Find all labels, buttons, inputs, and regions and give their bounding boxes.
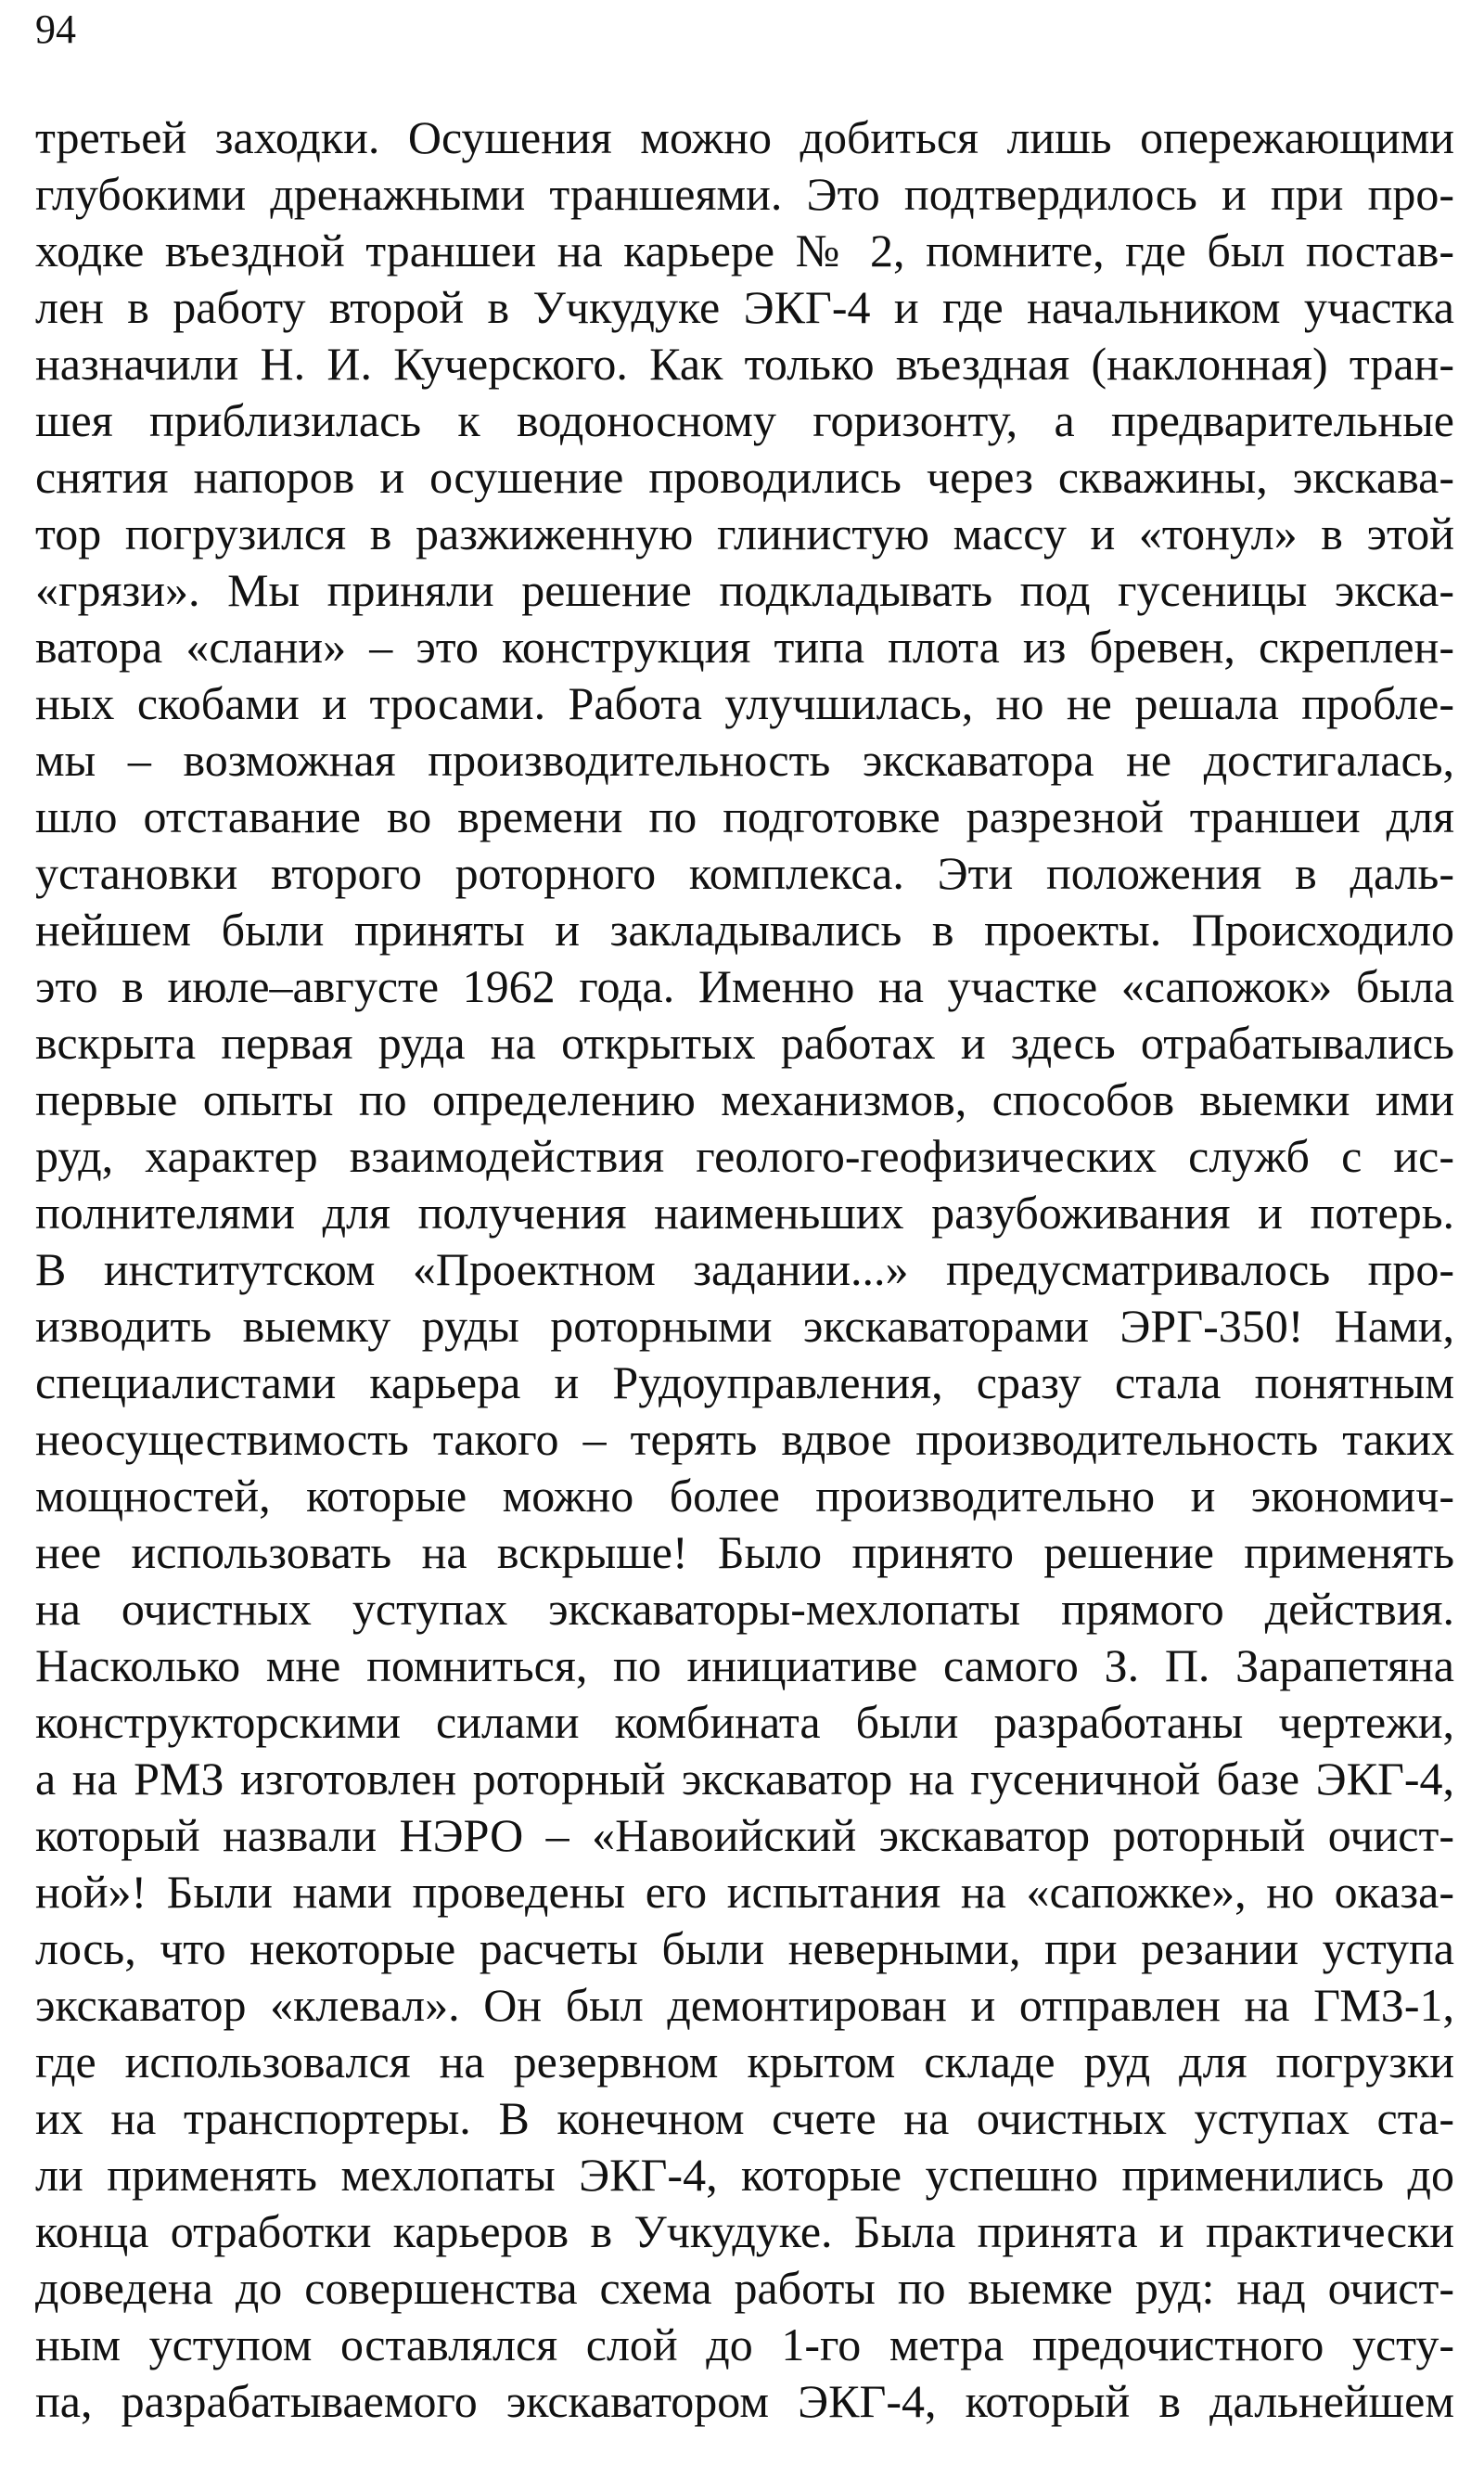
text-line: «грязи». Мы приняли решение подкладывать под гусеницы экска- [35,564,1454,616]
text-line: экскаватор «клевал». Он был демонтирован и отправлен на ГМЗ-1, [35,1979,1454,2031]
text-line: ной»! Были нами проведены его испытания на «сапожке», но оказа- [35,1866,1454,1918]
text-line: нее использовать на вскрыше! Было принято решение применять [35,1526,1454,1578]
text-line: изводить выемку руды роторными экскаваторами ЭРГ-350! Нами, [35,1300,1454,1352]
text-line: снятия напоров и осушение проводились через скважины, экскава- [35,451,1454,503]
text-line: ли применять мехлопаты ЭКГ-4, которые успешно применились до [35,2149,1454,2201]
text-line: ным уступом оставлялся слой до 1-го метра предочистного усту- [35,2318,1454,2370]
text-line: ходке въездной траншеи на карьере № 2, помните, где был постав- [35,225,1454,276]
text-line: конца отработки карьеров в Учкудуке. Была принята и практически [35,2205,1454,2257]
text-line: их на транспортеры. В конечном счете на очистных уступах ста- [35,2092,1454,2144]
text-line: шло отставание во времени по подготовке разрезной траншеи для [35,790,1454,842]
text-line: тор погрузился в разжиженную глинистую массу и «тонул» в этой [35,507,1454,559]
text-line: нейшем были приняты и закладывались в проекты. Происходило [35,904,1454,956]
text-line: па, разрабатываемого экскаватором ЭКГ-4, который в дальнейшем [35,2375,1454,2427]
text-line: лен в работу второй в Учкудуке ЭКГ-4 и где начальником участка [35,281,1454,333]
text-line: доведена до совершенства схема работы по выемке руд: над очист- [35,2262,1454,2314]
text-line: лось, что некоторые расчеты были неверными, при резании уступа [35,1922,1454,1974]
text-line: где использовался на резервном крытом складе руд для погрузки [35,2036,1454,2087]
text-line: на очистных уступах экскаваторы-мехлопаты прямого действия. [35,1583,1454,1635]
text-line: шея приблизилась к водоносному горизонту, а предварительные [35,394,1454,446]
text-line: ватора «слани» – это конструкция типа плота из бревен, скреплен- [35,621,1454,673]
text-line: В институтском «Проектном задании...» предусматривалось про- [35,1243,1454,1295]
text-line: Насколько мне помниться, по инициативе самого З. П. Зарапетяна [35,1639,1454,1691]
text-line: мощностей, которые можно более производительно и экономич- [35,1470,1454,1522]
text-line: руд, характер взаимодействия геолого-геофизических служб с ис- [35,1130,1454,1182]
body-text [35,109,1454,2430]
text-line: установки второго роторного комплекса. Эти положения в даль- [35,847,1454,899]
text-line: неосуществимость такого – терять вдвое производительность таких [35,1413,1454,1465]
text-line: полнителями для получения наименьших разубоживания и потерь. [35,1187,1454,1239]
text-line: первые опыты по определению механизмов, способов выемки ими [35,1073,1454,1125]
text-line: мы – возможная производительность экскаватора не достигалась, [35,734,1454,786]
text-line: конструкторскими силами комбината были разработаны чертежи, [35,1696,1454,1748]
text-line: специалистами карьера и Рудоуправления, сразу стала понятным [35,1356,1454,1408]
text-line: глубокими дренажными траншеями. Это подтвердилось и при про- [35,168,1454,220]
page-number: 94 [35,6,76,52]
text-line: а на РМЗ изготовлен роторный экскаватор на гусеничной базе ЭКГ-4, [35,1753,1454,1805]
text-line: который назвали НЭРО – «Навоийский экскаватор роторный очист- [35,1809,1454,1861]
text-line: ных скобами и тросами. Работа улучшилась, но не решала пробле- [35,677,1454,729]
text-line: назначили Н. И. Кучерского. Как только въездная (наклонная) тран- [35,338,1454,390]
text-line: это в июле–августе 1962 года. Именно на участке «сапожок» была [35,960,1454,1012]
text-line: третьей заходки. Осушения можно добиться лишь опережающими [35,111,1454,163]
text-line: вскрыта первая руда на открытых работах и здесь отрабатывались [35,1017,1454,1069]
